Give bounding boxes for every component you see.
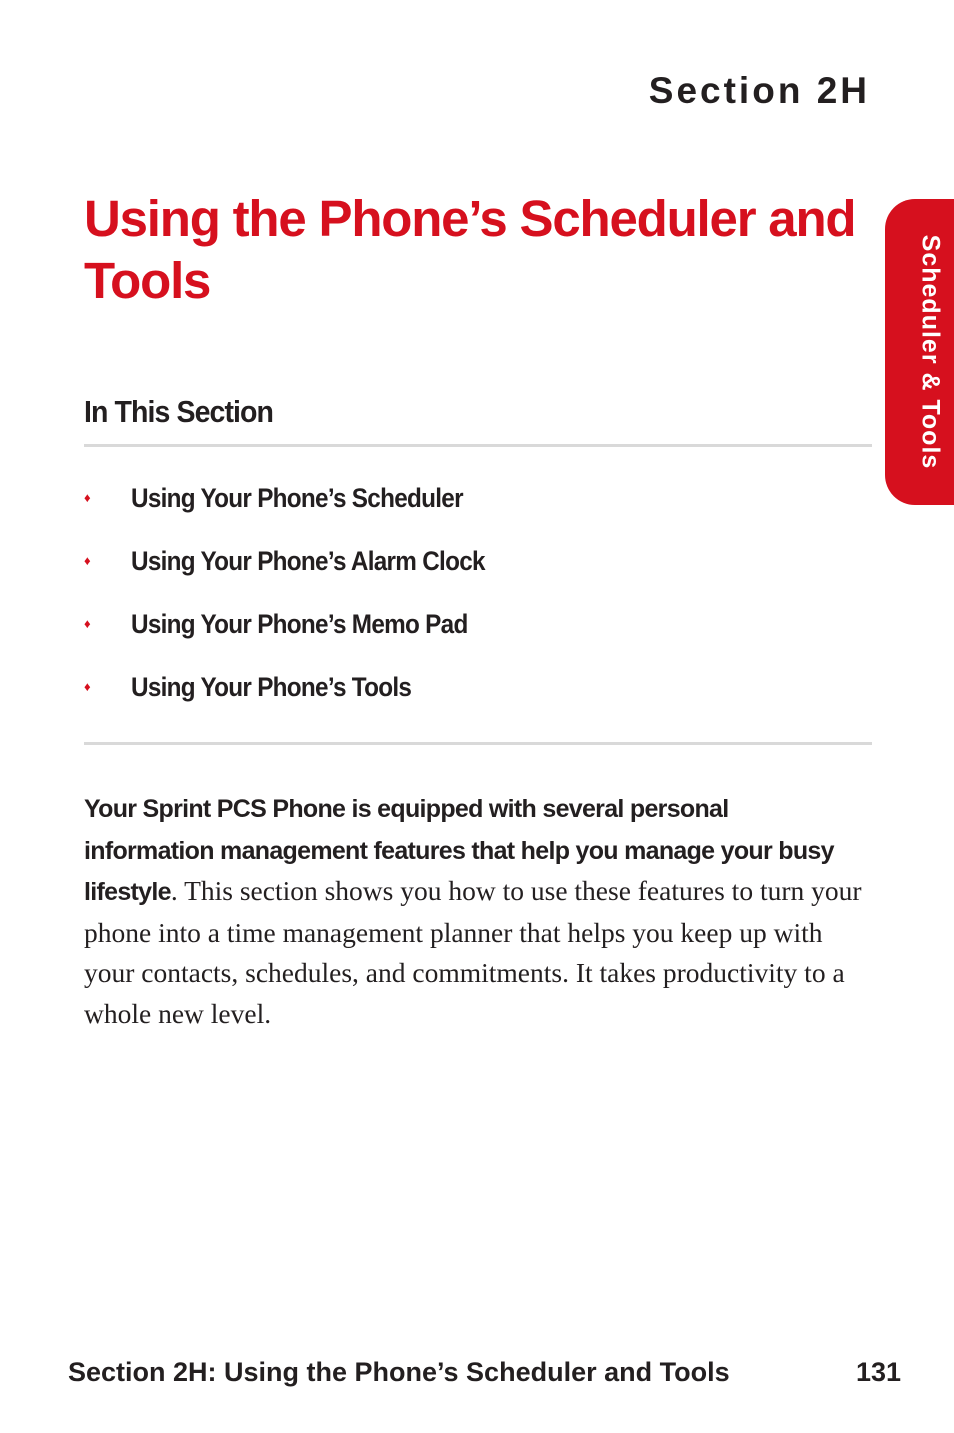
diamond-bullet-icon: ♦	[84, 490, 91, 505]
intro-paragraph	[84, 788, 864, 1034]
intro-body-text: . This section shows you how to use these features to turn your phone into a time management planner that helps you keep up with your contacts, schedules, and commitments. It takes productivity to a whole new level.	[84, 875, 862, 1029]
in-this-section-heading: In This Section	[84, 394, 274, 429]
bottom-divider	[84, 742, 872, 745]
intro-bold-lead: Your Sprint PCS Phone is equipped with several personal information management features that help you manage your busy lifestyle	[84, 795, 834, 906]
diamond-bullet-icon: ♦	[84, 616, 91, 631]
section-label: Section 2H	[648, 70, 870, 111]
side-tab-label: Scheduler & Tools	[916, 234, 945, 470]
list-item-label: Using Your Phone’s Alarm Clock	[131, 546, 485, 576]
diamond-bullet-icon: ♦	[84, 553, 91, 568]
list-item-label: Using Your Phone’s Scheduler	[131, 483, 463, 513]
diamond-bullet-icon: ♦	[84, 679, 91, 694]
top-divider	[84, 444, 872, 447]
list-item-label: Using Your Phone’s Tools	[131, 672, 412, 702]
list-item-label: Using Your Phone’s Memo Pad	[131, 609, 468, 639]
page-number: 131	[855, 1357, 901, 1387]
chapter-title: Using the Phone’s Scheduler and Tools	[84, 190, 856, 309]
footer-running-title: Section 2H: Using the Phone’s Scheduler and Tools	[68, 1357, 730, 1387]
